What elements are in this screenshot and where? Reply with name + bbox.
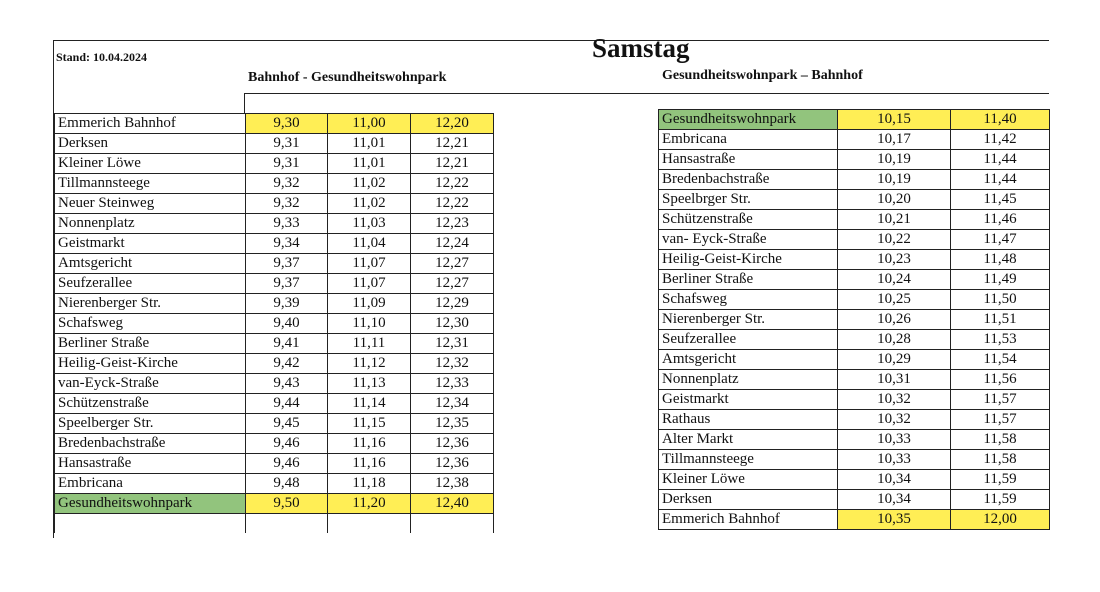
table-row	[659, 490, 1050, 510]
departure-time: 10,23	[838, 250, 951, 270]
departure-time: 10,28	[838, 330, 951, 350]
stop-name: Neuer Steinweg	[55, 194, 246, 214]
table-row	[659, 390, 1050, 410]
stop-name: Schützenstraße	[55, 394, 246, 414]
stop-name: Berliner Straße	[659, 270, 838, 290]
table-row	[659, 310, 1050, 330]
stop-name: Schützenstraße	[659, 210, 838, 230]
table-row	[55, 314, 494, 334]
stop-name: Tillmannsteege	[659, 450, 838, 470]
stop-name: Gesundheitswohnpark	[659, 110, 838, 130]
stop-name: Hansastraße	[659, 150, 838, 170]
departure-time: 11,14	[328, 394, 411, 414]
stop-name: van- Eyck-Straße	[659, 230, 838, 250]
departure-time: 11,13	[328, 374, 411, 394]
table-row	[659, 150, 1050, 170]
departure-time: 11,01	[328, 134, 411, 154]
direction-right-heading: Gesundheitswohnpark – Bahnhof	[662, 68, 863, 83]
departure-time: 11,04	[328, 234, 411, 254]
stop-name: Schafsweg	[55, 314, 246, 334]
departure-time: 11,59	[951, 490, 1050, 510]
departure-time: 9,42	[246, 354, 328, 374]
table-row	[55, 154, 494, 174]
departure-time: 11,58	[951, 450, 1050, 470]
table-row	[55, 434, 494, 454]
departure-time: 11,51	[951, 310, 1050, 330]
stop-name: Alter Markt	[659, 430, 838, 450]
departure-time: 11,16	[328, 434, 411, 454]
table-row	[55, 494, 494, 514]
table-row	[55, 214, 494, 234]
departure-time: 11,20	[328, 494, 411, 514]
departure-time: 9,34	[246, 234, 328, 254]
table-row	[659, 230, 1050, 250]
table-row	[659, 190, 1050, 210]
table-row	[659, 170, 1050, 190]
stop-name: Amtsgericht	[659, 350, 838, 370]
departure-time: 12,24	[411, 234, 494, 254]
timetable-bahnhof-to-gesundheitswohnpark	[54, 113, 494, 533]
departure-time: 11,18	[328, 474, 411, 494]
table-row	[659, 110, 1050, 130]
departure-time: 11,16	[328, 454, 411, 474]
departure-time: 11,40	[951, 110, 1050, 130]
table-row	[55, 334, 494, 354]
departure-time: 10,24	[838, 270, 951, 290]
departure-time: 9,32	[246, 194, 328, 214]
table-row	[659, 510, 1050, 530]
departure-time: 11,48	[951, 250, 1050, 270]
departure-time: 11,44	[951, 170, 1050, 190]
stop-name: Nierenberger Str.	[55, 294, 246, 314]
departure-time: 10,17	[838, 130, 951, 150]
stop-name: Derksen	[659, 490, 838, 510]
departure-time: 9,39	[246, 294, 328, 314]
departure-time: 10,33	[838, 450, 951, 470]
table-row	[659, 410, 1050, 430]
departure-time: 12,20	[411, 114, 494, 134]
departure-time: 11,47	[951, 230, 1050, 250]
table-row	[659, 210, 1050, 230]
stop-name: Speelberger Str.	[55, 414, 246, 434]
table-row	[659, 350, 1050, 370]
departure-time: 12,22	[411, 194, 494, 214]
stop-name: Emmerich Bahnhof	[55, 114, 246, 134]
table-row	[55, 354, 494, 374]
departure-time: 12,34	[411, 394, 494, 414]
departure-time: 10,29	[838, 350, 951, 370]
stop-name: Derksen	[55, 134, 246, 154]
table-row	[55, 114, 494, 134]
departure-time: 10,26	[838, 310, 951, 330]
departure-time: 10,21	[838, 210, 951, 230]
departure-time: 11,58	[951, 430, 1050, 450]
departure-time: 12,30	[411, 314, 494, 334]
departure-time: 10,22	[838, 230, 951, 250]
stop-name: Nierenberger Str.	[659, 310, 838, 330]
stop-name: van-Eyck-Straße	[55, 374, 246, 394]
stop-name: Tillmannsteege	[55, 174, 246, 194]
departure-time: 10,32	[838, 390, 951, 410]
stop-name: Rathaus	[659, 410, 838, 430]
table-row	[659, 270, 1050, 290]
departure-time: 12,21	[411, 154, 494, 174]
departure-time: 11,42	[951, 130, 1050, 150]
departure-time: 10,33	[838, 430, 951, 450]
stop-name: Speelbrger Str.	[659, 190, 838, 210]
stop-name: Heilig-Geist-Kirche	[55, 354, 246, 374]
departure-time: 11,44	[951, 150, 1050, 170]
table-row	[55, 194, 494, 214]
departure-time: 11,10	[328, 314, 411, 334]
stand-date: Stand: 10.04.2024	[56, 50, 148, 64]
departure-time: 9,32	[246, 174, 328, 194]
empty-cell	[328, 514, 411, 534]
departure-time: 10,15	[838, 110, 951, 130]
departure-time: 12,36	[411, 454, 494, 474]
departure-time: 11,12	[328, 354, 411, 374]
departure-time: 11,11	[328, 334, 411, 354]
stop-name: Seufzerallee	[55, 274, 246, 294]
departure-time: 12,29	[411, 294, 494, 314]
table-row	[55, 294, 494, 314]
table-row	[659, 450, 1050, 470]
departure-time: 9,46	[246, 454, 328, 474]
departure-time: 11,07	[328, 254, 411, 274]
stop-name: Embricana	[659, 130, 838, 150]
table-row	[55, 254, 494, 274]
departure-time: 9,48	[246, 474, 328, 494]
departure-time: 12,33	[411, 374, 494, 394]
departure-time: 10,19	[838, 170, 951, 190]
departure-time: 11,45	[951, 190, 1050, 210]
stop-name: Kleiner Löwe	[55, 154, 246, 174]
table-row	[659, 290, 1050, 310]
stop-name: Berliner Straße	[55, 334, 246, 354]
table-row	[659, 370, 1050, 390]
departure-time: 12,22	[411, 174, 494, 194]
departure-time: 9,31	[246, 134, 328, 154]
departure-time: 12,00	[951, 510, 1050, 530]
departure-time: 9,30	[246, 114, 328, 134]
departure-time: 11,50	[951, 290, 1050, 310]
departure-time: 10,25	[838, 290, 951, 310]
departure-time: 12,36	[411, 434, 494, 454]
table-row	[55, 174, 494, 194]
departure-time: 11,49	[951, 270, 1050, 290]
departure-time: 12,40	[411, 494, 494, 514]
departure-time: 12,35	[411, 414, 494, 434]
departure-time: 11,54	[951, 350, 1050, 370]
departure-time: 12,38	[411, 474, 494, 494]
departure-time: 11,01	[328, 154, 411, 174]
stop-name: Seufzerallee	[659, 330, 838, 350]
table-row	[659, 330, 1050, 350]
stop-name: Kleiner Löwe	[659, 470, 838, 490]
table-row	[659, 130, 1050, 150]
table-row	[55, 234, 494, 254]
table-row	[659, 470, 1050, 490]
departure-time: 9,41	[246, 334, 328, 354]
departure-time: 9,31	[246, 154, 328, 174]
departure-time: 9,37	[246, 274, 328, 294]
departure-time: 11,15	[328, 414, 411, 434]
departure-time: 11,56	[951, 370, 1050, 390]
stop-name: Gesundheitswohnpark	[55, 494, 246, 514]
departure-time: 12,21	[411, 134, 494, 154]
departure-time: 10,34	[838, 470, 951, 490]
departure-time: 12,27	[411, 254, 494, 274]
departure-time: 9,45	[246, 414, 328, 434]
departure-time: 10,34	[838, 490, 951, 510]
stop-name: Geistmarkt	[659, 390, 838, 410]
departure-time: 9,37	[246, 254, 328, 274]
departure-time: 10,20	[838, 190, 951, 210]
departure-time: 9,40	[246, 314, 328, 334]
departure-time: 11,00	[328, 114, 411, 134]
stop-name: Geistmarkt	[55, 234, 246, 254]
departure-time: 12,27	[411, 274, 494, 294]
departure-time: 12,31	[411, 334, 494, 354]
departure-time: 10,32	[838, 410, 951, 430]
stop-name: Amtsgericht	[55, 254, 246, 274]
departure-time: 11,53	[951, 330, 1050, 350]
table-row	[55, 414, 494, 434]
table-row	[55, 134, 494, 154]
table-row	[659, 430, 1050, 450]
departure-time: 9,46	[246, 434, 328, 454]
departure-time: 11,03	[328, 214, 411, 234]
table-row	[55, 454, 494, 474]
departure-time: 9,33	[246, 214, 328, 234]
table-row	[55, 394, 494, 414]
departure-time: 10,31	[838, 370, 951, 390]
departure-time: 11,07	[328, 274, 411, 294]
empty-cell	[411, 514, 494, 534]
table-row	[659, 250, 1050, 270]
table-row	[55, 374, 494, 394]
departure-time: 11,57	[951, 410, 1050, 430]
stop-name: Heilig-Geist-Kirche	[659, 250, 838, 270]
stop-name: Embricana	[55, 474, 246, 494]
departure-time: 9,43	[246, 374, 328, 394]
stop-name: Schafsweg	[659, 290, 838, 310]
stop-name: Emmerich Bahnhof	[659, 510, 838, 530]
departure-time: 10,35	[838, 510, 951, 530]
direction-left-heading: Bahnhof - Gesundheitswohnpark	[248, 70, 447, 85]
stop-name: Bredenbachstraße	[659, 170, 838, 190]
empty-cell	[55, 514, 246, 534]
departure-time: 11,02	[328, 174, 411, 194]
departure-time: 9,50	[246, 494, 328, 514]
day-title: Samstag	[592, 33, 690, 63]
empty-cell	[246, 514, 328, 534]
stop-name: Bredenbachstraße	[55, 434, 246, 454]
departure-time: 10,19	[838, 150, 951, 170]
departure-time: 11,59	[951, 470, 1050, 490]
left-header-vertical	[244, 93, 245, 113]
empty-row	[55, 514, 494, 534]
departure-time: 11,57	[951, 390, 1050, 410]
stop-name: Hansastraße	[55, 454, 246, 474]
table-row	[55, 274, 494, 294]
stop-name: Nonnenplatz	[55, 214, 246, 234]
stop-name: Nonnenplatz	[659, 370, 838, 390]
departure-time: 11,46	[951, 210, 1050, 230]
departure-time: 11,09	[328, 294, 411, 314]
departure-time: 9,44	[246, 394, 328, 414]
departure-time: 12,23	[411, 214, 494, 234]
top-rule	[53, 40, 1049, 41]
departure-time: 11,02	[328, 194, 411, 214]
timetable-gesundheitswohnpark-to-bahnhof	[658, 109, 1050, 530]
left-header-divider	[244, 93, 1049, 94]
table-row	[55, 474, 494, 494]
departure-time: 12,32	[411, 354, 494, 374]
